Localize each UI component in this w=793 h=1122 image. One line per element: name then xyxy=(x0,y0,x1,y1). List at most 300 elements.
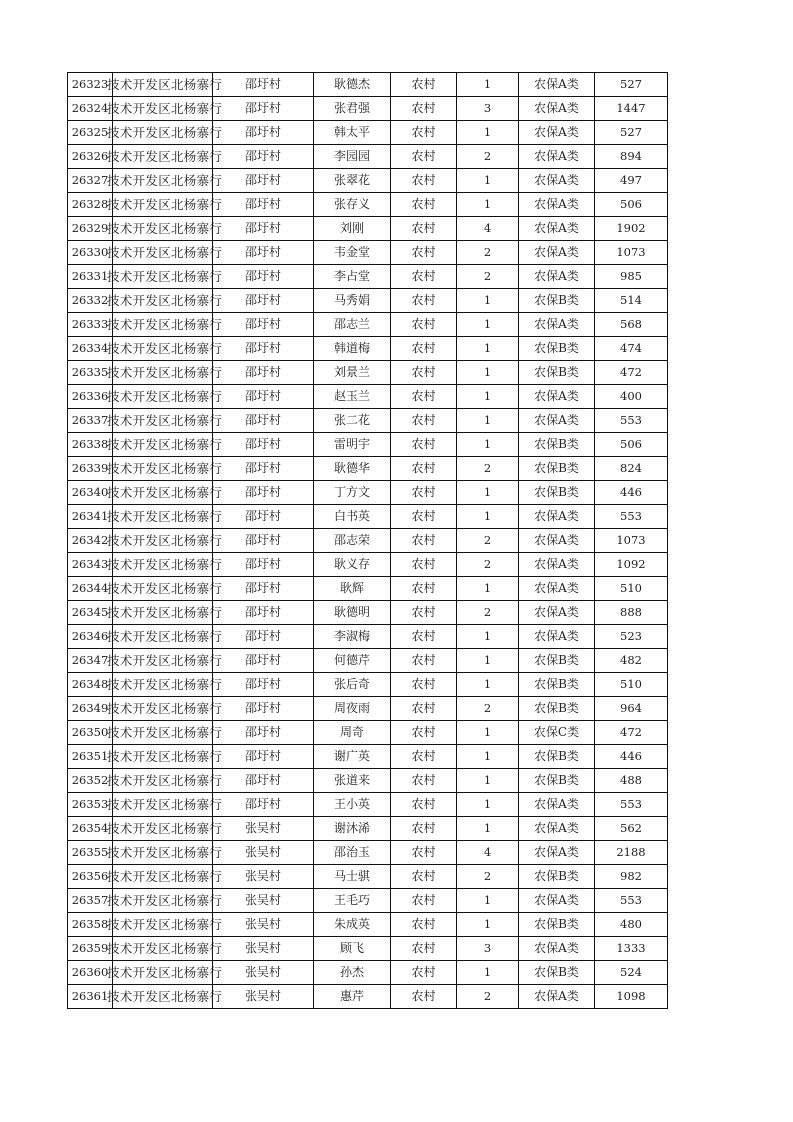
record-id-cell: 26354 xyxy=(68,817,113,841)
village-cell: 邵圩村 xyxy=(213,433,314,457)
district-cell xyxy=(107,721,223,745)
record-id-cell: 26331 xyxy=(68,265,113,289)
district-cell xyxy=(107,193,223,217)
household-type-cell: 农村 xyxy=(391,313,457,337)
record-id-cell: 26330 xyxy=(68,241,113,265)
table-row xyxy=(68,985,668,1009)
district-cell xyxy=(107,961,223,985)
member-count-cell: 1 xyxy=(457,481,519,505)
person-name-cell: 马士骐 xyxy=(314,865,391,889)
record-id-cell: 26323 xyxy=(68,73,113,97)
amount-cell: 527 xyxy=(595,73,668,97)
district-cell xyxy=(107,529,223,553)
member-count-cell: 1 xyxy=(457,721,519,745)
district-cell xyxy=(107,337,223,361)
village-cell: 邵圩村 xyxy=(213,289,314,313)
village-cell: 邵圩村 xyxy=(213,745,314,769)
record-id-cell: 26360 xyxy=(68,961,113,985)
amount-cell: 562 xyxy=(595,817,668,841)
table-row xyxy=(68,97,668,121)
record-id-cell: 26346 xyxy=(68,625,113,649)
person-name-cell: 顾飞 xyxy=(314,937,391,961)
member-count-cell: 1 xyxy=(457,577,519,601)
data-table xyxy=(67,72,668,1009)
member-count-cell: 3 xyxy=(457,937,519,961)
village-cell: 张吴村 xyxy=(213,985,314,1009)
record-id-cell: 26351 xyxy=(68,745,113,769)
village-cell: 邵圩村 xyxy=(213,649,314,673)
amount-cell: 506 xyxy=(595,193,668,217)
person-name-cell: 马秀娟 xyxy=(314,289,391,313)
member-count-cell: 2 xyxy=(457,865,519,889)
table-row xyxy=(68,313,668,337)
insurance-class-cell: 农保B类 xyxy=(519,697,595,721)
member-count-cell: 2 xyxy=(457,265,519,289)
household-type-cell: 农村 xyxy=(391,193,457,217)
record-id-cell: 26340 xyxy=(68,481,113,505)
table-row xyxy=(68,841,668,865)
member-count-cell: 1 xyxy=(457,121,519,145)
household-type-cell: 农村 xyxy=(391,73,457,97)
person-name-cell: 惠芹 xyxy=(314,985,391,1009)
person-name-cell: 韦金堂 xyxy=(314,241,391,265)
household-type-cell: 农村 xyxy=(391,529,457,553)
person-name-cell: 耿德明 xyxy=(314,601,391,625)
table-row xyxy=(68,457,668,481)
district-cell xyxy=(107,481,223,505)
village-cell: 张吴村 xyxy=(213,913,314,937)
district-text: 技术开发区北杨寨行 xyxy=(107,773,223,788)
district-text: 技术开发区北杨寨行 xyxy=(107,725,223,740)
record-id-cell: 26333 xyxy=(68,313,113,337)
person-name-cell: 周夜雨 xyxy=(314,697,391,721)
person-name-cell: 耿辉 xyxy=(314,577,391,601)
insurance-class-cell: 农保A类 xyxy=(519,385,595,409)
record-id-cell: 26343 xyxy=(68,553,113,577)
household-type-cell: 农村 xyxy=(391,145,457,169)
amount-cell: 497 xyxy=(595,169,668,193)
insurance-class-cell: 农保C类 xyxy=(519,721,595,745)
member-count-cell: 1 xyxy=(457,337,519,361)
record-id-cell: 26361 xyxy=(68,985,113,1009)
household-type-cell: 农村 xyxy=(391,913,457,937)
district-text: 技术开发区北杨寨行 xyxy=(107,101,223,116)
person-name-cell: 孙杰 xyxy=(314,961,391,985)
member-count-cell: 1 xyxy=(457,649,519,673)
amount-cell: 2188 xyxy=(595,841,668,865)
insurance-class-cell: 农保B类 xyxy=(519,457,595,481)
insurance-class-cell: 农保A类 xyxy=(519,409,595,433)
insurance-class-cell: 农保A类 xyxy=(519,529,595,553)
table-row xyxy=(68,793,668,817)
district-cell xyxy=(107,745,223,769)
person-name-cell: 韩道梅 xyxy=(314,337,391,361)
household-type-cell: 农村 xyxy=(391,673,457,697)
village-cell: 张吴村 xyxy=(213,841,314,865)
table-row xyxy=(68,433,668,457)
district-cell xyxy=(107,697,223,721)
district-cell xyxy=(107,649,223,673)
insurance-class-cell: 农保A类 xyxy=(519,97,595,121)
table-row xyxy=(68,73,668,97)
district-cell xyxy=(107,433,223,457)
insurance-class-cell: 农保A类 xyxy=(519,625,595,649)
member-count-cell: 2 xyxy=(457,145,519,169)
district-cell xyxy=(107,673,223,697)
person-name-cell: 邵志荣 xyxy=(314,529,391,553)
table-row xyxy=(68,145,668,169)
member-count-cell: 2 xyxy=(457,529,519,553)
district-text: 技术开发区北杨寨行 xyxy=(107,701,223,716)
member-count-cell: 1 xyxy=(457,913,519,937)
member-count-cell: 4 xyxy=(457,217,519,241)
insurance-class-cell: 农保B类 xyxy=(519,745,595,769)
district-cell xyxy=(107,769,223,793)
table-row xyxy=(68,721,668,745)
district-text: 技术开发区北杨寨行 xyxy=(107,965,223,980)
household-type-cell: 农村 xyxy=(391,265,457,289)
insurance-class-cell: 农保A类 xyxy=(519,817,595,841)
table-row xyxy=(68,769,668,793)
district-cell xyxy=(107,841,223,865)
table-row xyxy=(68,601,668,625)
district-text: 技术开发区北杨寨行 xyxy=(107,77,223,92)
insurance-class-cell: 农保A类 xyxy=(519,169,595,193)
district-text: 技术开发区北杨寨行 xyxy=(107,749,223,764)
district-cell xyxy=(107,313,223,337)
member-count-cell: 1 xyxy=(457,817,519,841)
person-name-cell: 李园园 xyxy=(314,145,391,169)
district-text: 技术开发区北杨寨行 xyxy=(107,341,223,356)
village-cell: 张吴村 xyxy=(213,865,314,889)
amount-cell: 1447 xyxy=(595,97,668,121)
village-cell: 邵圩村 xyxy=(213,385,314,409)
person-name-cell: 耿义存 xyxy=(314,553,391,577)
district-text: 技术开发区北杨寨行 xyxy=(107,437,223,452)
person-name-cell: 张君强 xyxy=(314,97,391,121)
village-cell: 张吴村 xyxy=(213,937,314,961)
household-type-cell: 农村 xyxy=(391,985,457,1009)
amount-cell: 446 xyxy=(595,481,668,505)
member-count-cell: 1 xyxy=(457,361,519,385)
insurance-class-cell: 农保A类 xyxy=(519,241,595,265)
household-type-cell: 农村 xyxy=(391,217,457,241)
table-row xyxy=(68,385,668,409)
member-count-cell: 1 xyxy=(457,433,519,457)
person-name-cell: 李淑梅 xyxy=(314,625,391,649)
village-cell: 邵圩村 xyxy=(213,193,314,217)
village-cell: 邵圩村 xyxy=(213,409,314,433)
amount-cell: 527 xyxy=(595,121,668,145)
district-text: 技术开发区北杨寨行 xyxy=(107,941,223,956)
household-type-cell: 农村 xyxy=(391,961,457,985)
village-cell: 邵圩村 xyxy=(213,337,314,361)
amount-cell: 480 xyxy=(595,913,668,937)
person-name-cell: 谢广英 xyxy=(314,745,391,769)
household-type-cell: 农村 xyxy=(391,385,457,409)
insurance-class-cell: 农保B类 xyxy=(519,865,595,889)
insurance-class-cell: 农保B类 xyxy=(519,337,595,361)
district-text: 技术开发区北杨寨行 xyxy=(107,845,223,860)
record-id-cell: 26339 xyxy=(68,457,113,481)
district-text: 技术开发区北杨寨行 xyxy=(107,989,223,1004)
district-cell xyxy=(107,793,223,817)
table-row xyxy=(68,361,668,385)
district-text: 技术开发区北杨寨行 xyxy=(107,533,223,548)
member-count-cell: 1 xyxy=(457,73,519,97)
district-cell xyxy=(107,913,223,937)
insurance-class-cell: 农保B类 xyxy=(519,769,595,793)
insurance-class-cell: 农保B类 xyxy=(519,481,595,505)
amount-cell: 488 xyxy=(595,769,668,793)
amount-cell: 553 xyxy=(595,889,668,913)
district-text: 技术开发区北杨寨行 xyxy=(107,821,223,836)
district-text: 技术开发区北杨寨行 xyxy=(107,269,223,284)
household-type-cell: 农村 xyxy=(391,553,457,577)
village-cell: 张吴村 xyxy=(213,817,314,841)
record-id-cell: 26357 xyxy=(68,889,113,913)
person-name-cell: 何德芹 xyxy=(314,649,391,673)
district-text: 技术开发区北杨寨行 xyxy=(107,629,223,644)
district-cell xyxy=(107,121,223,145)
amount-cell: 400 xyxy=(595,385,668,409)
person-name-cell: 王小英 xyxy=(314,793,391,817)
record-id-cell: 26345 xyxy=(68,601,113,625)
village-cell: 邵圩村 xyxy=(213,769,314,793)
district-text: 技术开发区北杨寨行 xyxy=(107,413,223,428)
district-cell xyxy=(107,241,223,265)
record-id-cell: 26327 xyxy=(68,169,113,193)
amount-cell: 824 xyxy=(595,457,668,481)
record-id-cell: 26355 xyxy=(68,841,113,865)
district-text: 技术开发区北杨寨行 xyxy=(107,197,223,212)
record-id-cell: 26337 xyxy=(68,409,113,433)
district-text: 技术开发区北杨寨行 xyxy=(107,365,223,380)
amount-cell: 553 xyxy=(595,409,668,433)
table-row xyxy=(68,649,668,673)
amount-cell: 482 xyxy=(595,649,668,673)
household-type-cell: 农村 xyxy=(391,121,457,145)
village-cell: 邵圩村 xyxy=(213,73,314,97)
record-id-cell: 26328 xyxy=(68,193,113,217)
household-type-cell: 农村 xyxy=(391,457,457,481)
member-count-cell: 3 xyxy=(457,97,519,121)
household-type-cell: 农村 xyxy=(391,577,457,601)
record-id-cell: 26352 xyxy=(68,769,113,793)
household-type-cell: 农村 xyxy=(391,769,457,793)
table-row xyxy=(68,889,668,913)
table-row xyxy=(68,745,668,769)
amount-cell: 474 xyxy=(595,337,668,361)
household-type-cell: 农村 xyxy=(391,937,457,961)
household-type-cell: 农村 xyxy=(391,241,457,265)
table-row xyxy=(68,937,668,961)
person-name-cell: 邵治玉 xyxy=(314,841,391,865)
village-cell: 邵圩村 xyxy=(213,313,314,337)
member-count-cell: 2 xyxy=(457,457,519,481)
district-cell xyxy=(107,289,223,313)
district-cell xyxy=(107,265,223,289)
district-text: 技术开发区北杨寨行 xyxy=(107,173,223,188)
record-id-cell: 26326 xyxy=(68,145,113,169)
village-cell: 邵圩村 xyxy=(213,505,314,529)
person-name-cell: 王毛巧 xyxy=(314,889,391,913)
household-type-cell: 农村 xyxy=(391,649,457,673)
village-cell: 邵圩村 xyxy=(213,673,314,697)
member-count-cell: 2 xyxy=(457,553,519,577)
member-count-cell: 1 xyxy=(457,505,519,529)
record-id-cell: 26338 xyxy=(68,433,113,457)
person-name-cell: 张存义 xyxy=(314,193,391,217)
household-type-cell: 农村 xyxy=(391,97,457,121)
household-type-cell: 农村 xyxy=(391,289,457,313)
amount-cell: 1073 xyxy=(595,529,668,553)
record-id-cell: 26332 xyxy=(68,289,113,313)
insurance-class-cell: 农保A类 xyxy=(519,265,595,289)
amount-cell: 510 xyxy=(595,577,668,601)
person-name-cell: 李占堂 xyxy=(314,265,391,289)
table-row xyxy=(68,289,668,313)
member-count-cell: 2 xyxy=(457,985,519,1009)
record-id-cell: 26336 xyxy=(68,385,113,409)
village-cell: 邵圩村 xyxy=(213,121,314,145)
amount-cell: 985 xyxy=(595,265,668,289)
table-row xyxy=(68,529,668,553)
village-cell: 邵圩村 xyxy=(213,361,314,385)
household-type-cell: 农村 xyxy=(391,889,457,913)
district-text: 技术开发区北杨寨行 xyxy=(107,605,223,620)
insurance-class-cell: 农保A类 xyxy=(519,217,595,241)
record-id-cell: 26325 xyxy=(68,121,113,145)
person-name-cell: 张道来 xyxy=(314,769,391,793)
household-type-cell: 农村 xyxy=(391,481,457,505)
household-type-cell: 农村 xyxy=(391,337,457,361)
household-type-cell: 农村 xyxy=(391,697,457,721)
person-name-cell: 丁方文 xyxy=(314,481,391,505)
household-type-cell: 农村 xyxy=(391,505,457,529)
village-cell: 邵圩村 xyxy=(213,697,314,721)
person-name-cell: 周奇 xyxy=(314,721,391,745)
person-name-cell: 韩太平 xyxy=(314,121,391,145)
person-name-cell: 朱成英 xyxy=(314,913,391,937)
record-id-cell: 26350 xyxy=(68,721,113,745)
table-row xyxy=(68,169,668,193)
member-count-cell: 1 xyxy=(457,625,519,649)
village-cell: 邵圩村 xyxy=(213,481,314,505)
district-cell xyxy=(107,865,223,889)
district-cell xyxy=(107,985,223,1009)
district-text: 技术开发区北杨寨行 xyxy=(107,125,223,140)
village-cell: 张吴村 xyxy=(213,961,314,985)
record-id-cell: 26358 xyxy=(68,913,113,937)
member-count-cell: 1 xyxy=(457,961,519,985)
district-cell xyxy=(107,169,223,193)
insurance-class-cell: 农保B类 xyxy=(519,289,595,313)
amount-cell: 524 xyxy=(595,961,668,985)
village-cell: 邵圩村 xyxy=(213,625,314,649)
person-name-cell: 张翠花 xyxy=(314,169,391,193)
record-id-cell: 26341 xyxy=(68,505,113,529)
village-cell: 邵圩村 xyxy=(213,145,314,169)
record-id-cell: 26329 xyxy=(68,217,113,241)
insurance-class-cell: 农保A类 xyxy=(519,985,595,1009)
village-cell: 邵圩村 xyxy=(213,265,314,289)
district-text: 技术开发区北杨寨行 xyxy=(107,557,223,572)
household-type-cell: 农村 xyxy=(391,409,457,433)
household-type-cell: 农村 xyxy=(391,865,457,889)
table-row xyxy=(68,265,668,289)
amount-cell: 553 xyxy=(595,505,668,529)
district-text: 技术开发区北杨寨行 xyxy=(107,245,223,260)
insurance-class-cell: 农保A类 xyxy=(519,73,595,97)
table-row xyxy=(68,505,668,529)
village-cell: 张吴村 xyxy=(213,889,314,913)
record-id-cell: 26356 xyxy=(68,865,113,889)
amount-cell: 1098 xyxy=(595,985,668,1009)
household-type-cell: 农村 xyxy=(391,625,457,649)
person-name-cell: 白书英 xyxy=(314,505,391,529)
amount-cell: 894 xyxy=(595,145,668,169)
record-id-cell: 26335 xyxy=(68,361,113,385)
village-cell: 邵圩村 xyxy=(213,577,314,601)
district-cell xyxy=(107,937,223,961)
household-type-cell: 农村 xyxy=(391,169,457,193)
district-cell xyxy=(107,889,223,913)
household-type-cell: 农村 xyxy=(391,721,457,745)
record-id-cell: 26324 xyxy=(68,97,113,121)
table-row xyxy=(68,961,668,985)
village-cell: 邵圩村 xyxy=(213,529,314,553)
record-id-cell: 26347 xyxy=(68,649,113,673)
district-cell xyxy=(107,457,223,481)
household-type-cell: 农村 xyxy=(391,841,457,865)
record-id-cell: 26359 xyxy=(68,937,113,961)
district-cell xyxy=(107,409,223,433)
insurance-class-cell: 农保A类 xyxy=(519,937,595,961)
district-text: 技术开发区北杨寨行 xyxy=(107,461,223,476)
member-count-cell: 1 xyxy=(457,313,519,337)
village-cell: 邵圩村 xyxy=(213,553,314,577)
household-type-cell: 农村 xyxy=(391,817,457,841)
table-row xyxy=(68,625,668,649)
district-cell xyxy=(107,73,223,97)
member-count-cell: 1 xyxy=(457,769,519,793)
village-cell: 邵圩村 xyxy=(213,457,314,481)
amount-cell: 982 xyxy=(595,865,668,889)
district-cell xyxy=(107,361,223,385)
household-type-cell: 农村 xyxy=(391,745,457,769)
insurance-class-cell: 农保A类 xyxy=(519,889,595,913)
district-text: 技术开发区北杨寨行 xyxy=(107,317,223,332)
person-name-cell: 雷明宇 xyxy=(314,433,391,457)
household-type-cell: 农村 xyxy=(391,793,457,817)
table-row xyxy=(68,817,668,841)
table-row xyxy=(68,673,668,697)
insurance-class-cell: 农保A类 xyxy=(519,601,595,625)
district-text: 技术开发区北杨寨行 xyxy=(107,869,223,884)
insurance-class-cell: 农保B类 xyxy=(519,649,595,673)
district-text: 技术开发区北杨寨行 xyxy=(107,581,223,596)
insurance-class-cell: 农保B类 xyxy=(519,361,595,385)
district-cell xyxy=(107,625,223,649)
member-count-cell: 1 xyxy=(457,793,519,817)
table-row xyxy=(68,697,668,721)
record-id-cell: 26348 xyxy=(68,673,113,697)
amount-cell: 506 xyxy=(595,433,668,457)
insurance-class-cell: 农保A类 xyxy=(519,505,595,529)
village-cell: 邵圩村 xyxy=(213,721,314,745)
table-row xyxy=(68,121,668,145)
